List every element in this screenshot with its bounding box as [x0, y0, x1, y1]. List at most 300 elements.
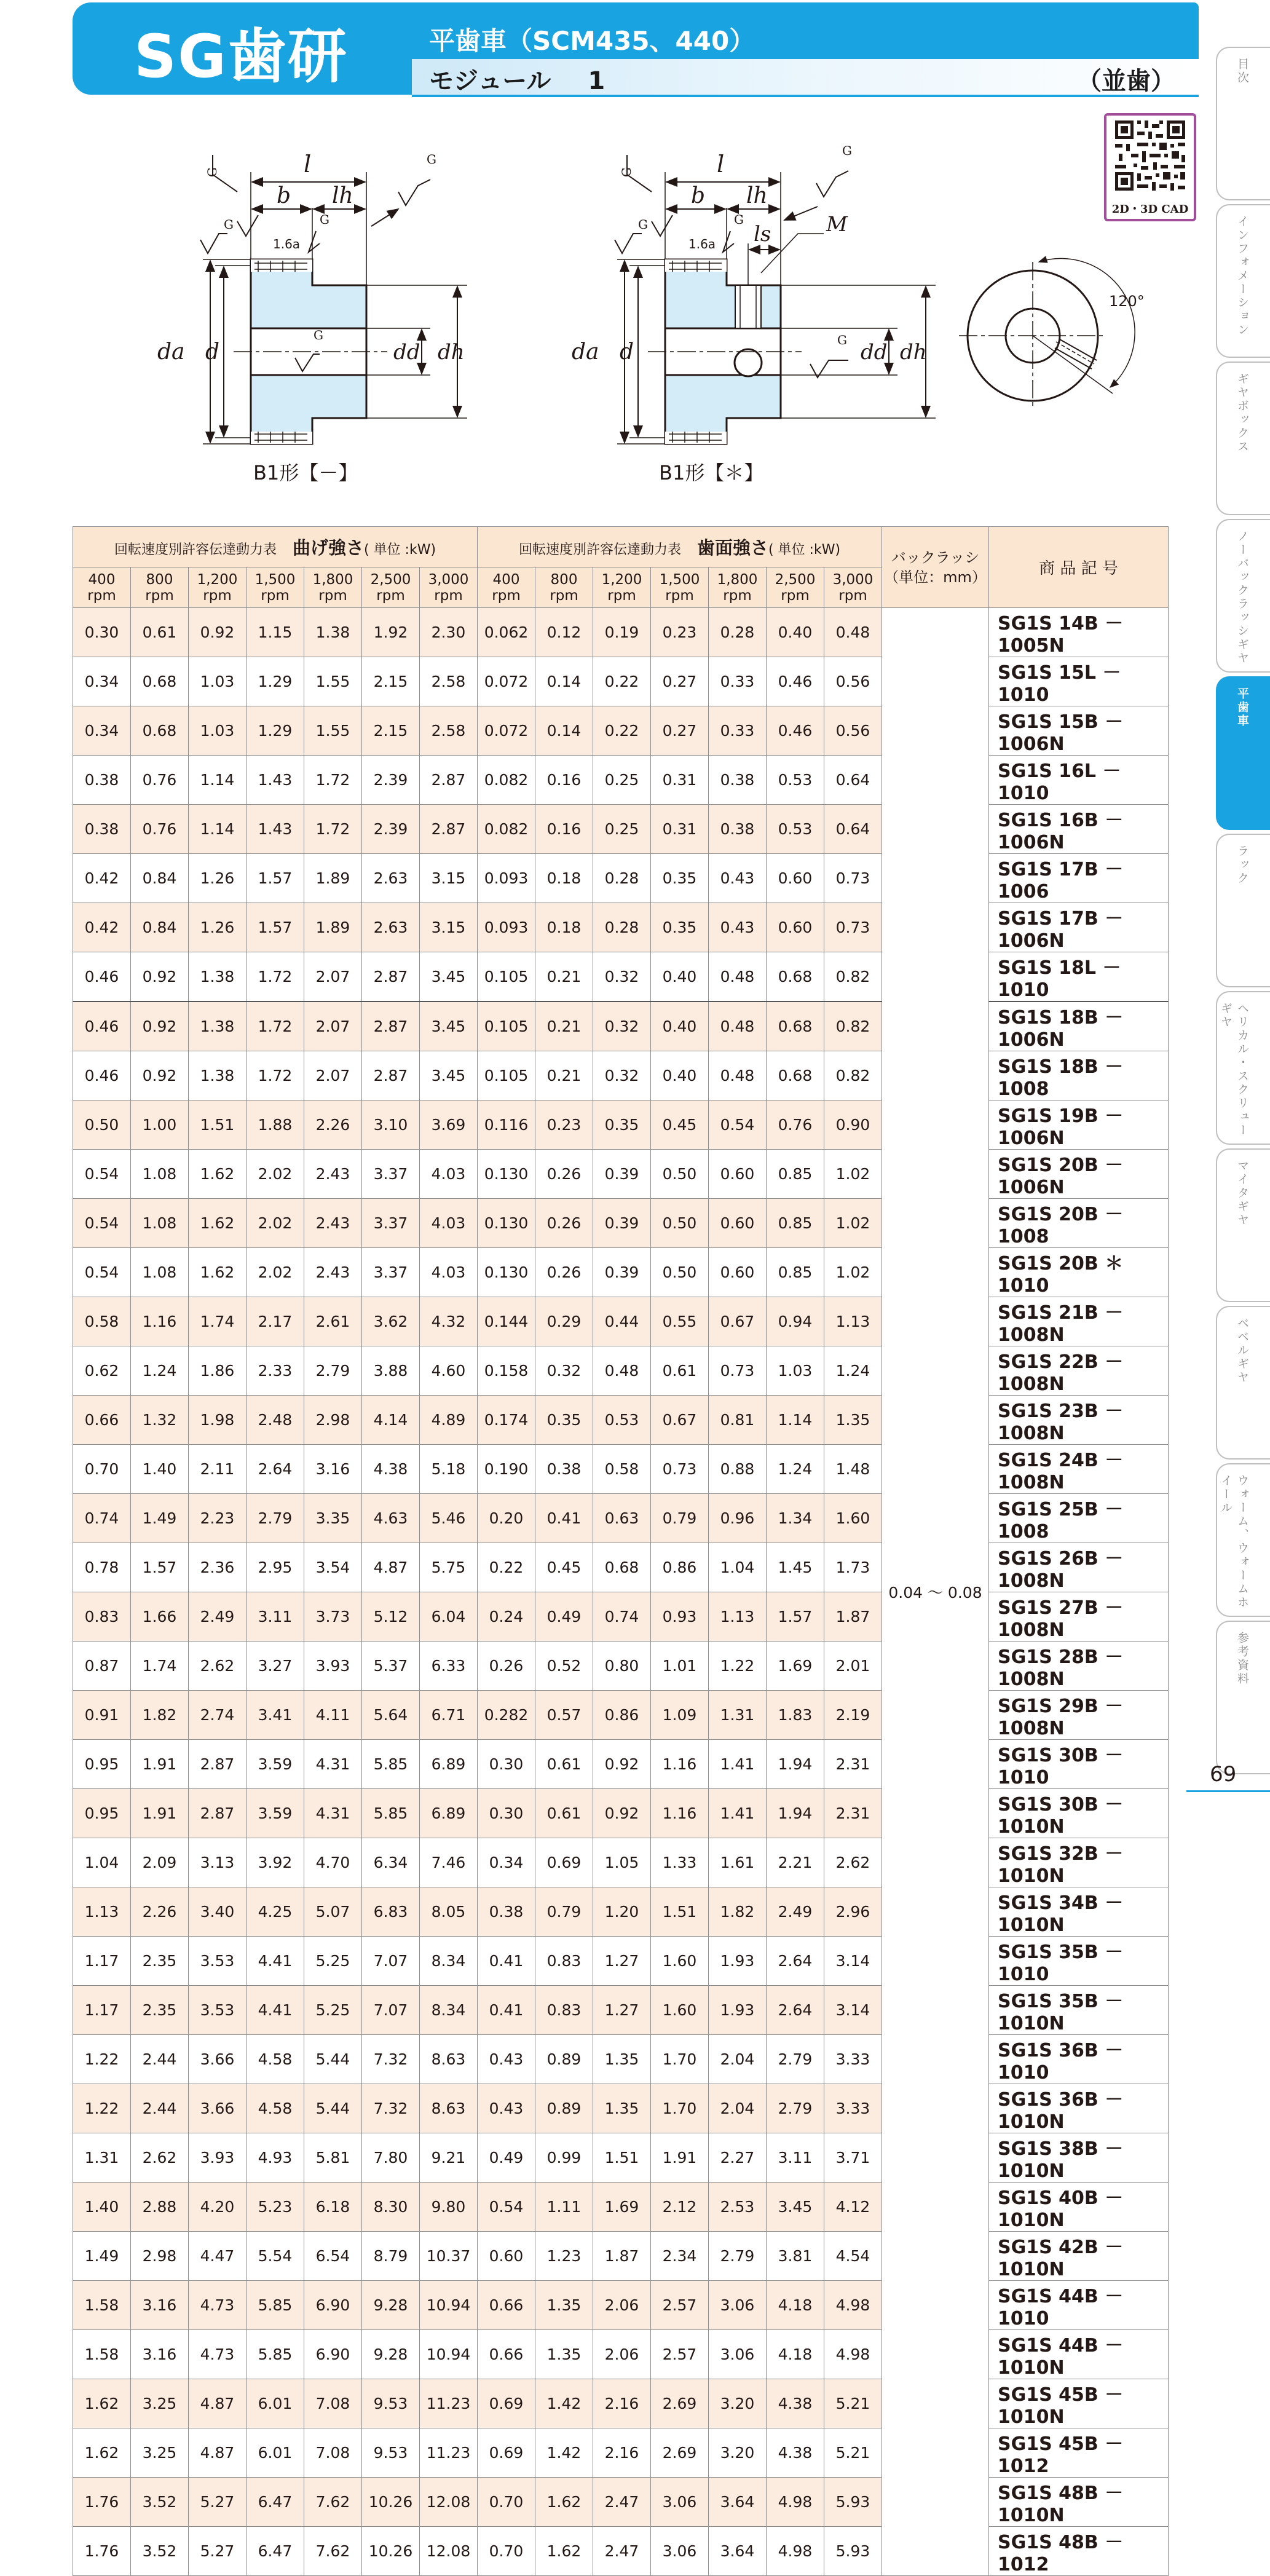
surface-value-cell: 0.54 [478, 2183, 535, 2232]
product-code-cell[interactable]: SG1S 16B － 1006N [989, 805, 1169, 854]
bending-value-cell: 4.14 [362, 1396, 420, 1445]
surface-value-cell: 0.12 [535, 608, 593, 657]
bending-value-cell: 12.08 [420, 2478, 478, 2527]
bending-value-cell: 1.26 [189, 903, 247, 952]
surface-value-cell: 4.98 [767, 2527, 824, 2576]
surface-value-cell: 0.56 [824, 706, 882, 756]
product-code-cell[interactable]: SG1S 15L － 1010 [989, 657, 1169, 706]
surface-value-cell: 0.32 [535, 1346, 593, 1396]
table-row [73, 2478, 1169, 2527]
surface-value-cell: 1.42 [535, 2428, 593, 2478]
product-code-cell[interactable]: SG1S 35B － 1010N [989, 1986, 1169, 2035]
rpm-header-cell: 2,500 rpm [767, 567, 824, 608]
surface-value-cell: 3.64 [709, 2478, 767, 2527]
product-code-cell[interactable]: SG1S 17B － 1006N [989, 903, 1169, 952]
bending-value-cell: 1.62 [189, 1248, 247, 1297]
surface-value-cell: 1.02 [824, 1199, 882, 1248]
surface-value-cell: 1.70 [651, 2084, 709, 2133]
surface-value-cell: 3.81 [767, 2232, 824, 2281]
bending-value-cell: 3.35 [304, 1494, 362, 1543]
surface-value-cell: 0.64 [824, 756, 882, 805]
table-row [73, 1445, 1169, 1494]
svg-text:1.6a: 1.6a [688, 237, 716, 251]
surface-value-cell: 0.83 [535, 1986, 593, 2035]
tab-spur-gear[interactable]: 平歯車 [1216, 676, 1270, 830]
surface-value-cell: 0.60 [709, 1150, 767, 1199]
surface-value-cell: 1.22 [709, 1642, 767, 1691]
table-row [73, 1986, 1169, 2035]
bending-value-cell: 5.07 [304, 1887, 362, 1937]
product-code-cell[interactable]: SG1S 16L － 1010 [989, 756, 1169, 805]
bending-value-cell: 1.88 [247, 1100, 304, 1150]
bending-value-cell: 2.62 [189, 1642, 247, 1691]
surface-value-cell: 0.48 [824, 608, 882, 657]
surface-value-cell: 1.83 [767, 1691, 824, 1740]
surface-value-cell: 0.85 [767, 1199, 824, 1248]
tab-gearbox[interactable]: ギヤボックス [1216, 362, 1270, 515]
surface-value-cell: 0.30 [478, 1789, 535, 1838]
bending-value-cell: 1.17 [73, 1986, 131, 2035]
surface-value-cell: 0.76 [767, 1100, 824, 1150]
caption-b1-minus: B1形【－】 [253, 461, 358, 484]
surface-value-cell: 0.92 [593, 1789, 651, 1838]
product-code-cell[interactable]: SG1S 36B － 1010N [989, 2084, 1169, 2133]
surface-value-cell: 0.16 [535, 756, 593, 805]
surface-value-cell: 3.11 [767, 2133, 824, 2183]
surface-value-cell: 0.80 [593, 1642, 651, 1691]
product-code-cell[interactable]: SG1S 20B ＊ 1010 [989, 1248, 1169, 1297]
product-code-cell[interactable]: SG1S 22B － 1008N [989, 1346, 1169, 1396]
table-row [73, 1838, 1169, 1887]
table-row [73, 1937, 1169, 1986]
surface-value-cell: 0.28 [593, 903, 651, 952]
product-code-cell[interactable]: SG1S 21B － 1008N [989, 1297, 1169, 1346]
bending-value-cell: 1.91 [131, 1740, 189, 1789]
surface-value-cell: 0.33 [709, 657, 767, 706]
rpm-header-cell: 1,800 rpm [304, 567, 362, 608]
product-code-cell[interactable]: SG1S 24B － 1008N [989, 1445, 1169, 1494]
page-title: SG歯研 [134, 22, 348, 91]
table-row [73, 1592, 1169, 1642]
surface-value-cell: 0.48 [709, 952, 767, 1002]
bending-value-cell: 5.85 [247, 2330, 304, 2379]
surface-value-cell: 3.06 [651, 2478, 709, 2527]
bending-value-cell: 3.16 [304, 1445, 362, 1494]
surface-value-cell: 0.70 [478, 2527, 535, 2576]
table-row [73, 805, 1169, 854]
module-line [429, 61, 605, 97]
bending-value-cell: 2.88 [131, 2183, 189, 2232]
bending-value-cell: 3.54 [304, 1543, 362, 1592]
svg-text:G: G [837, 333, 847, 347]
bending-value-cell: 9.80 [420, 2183, 478, 2232]
product-code-cell[interactable]: SG1S 48B － 1012 [989, 2527, 1169, 2576]
surface-value-cell: 4.98 [767, 2478, 824, 2527]
drawing-side-view [959, 258, 1145, 409]
surface-value-cell: 0.43 [478, 2084, 535, 2133]
bending-value-cell: 7.07 [362, 1937, 420, 1986]
bending-value-cell: 1.43 [247, 805, 304, 854]
bending-value-cell: 3.13 [189, 1838, 247, 1887]
dim-dd-right: dd [861, 340, 888, 365]
surface-value-cell: 3.14 [824, 1937, 882, 1986]
surface-value-cell: 2.04 [709, 2035, 767, 2084]
surface-value-cell: 0.31 [651, 805, 709, 854]
bending-value-cell: 1.22 [73, 2084, 131, 2133]
bending-value-cell: 4.87 [362, 1543, 420, 1592]
rpm-header-cell: 3,000 rpm [420, 567, 478, 608]
surface-value-cell: 0.082 [478, 756, 535, 805]
product-code-cell[interactable]: SG1S 32B － 1010N [989, 1838, 1169, 1887]
product-code-cell[interactable]: SG1S 45B － 1012 [989, 2428, 1169, 2478]
bending-value-cell: 2.26 [131, 1887, 189, 1937]
bending-value-cell: 1.14 [189, 805, 247, 854]
product-code-cell[interactable]: SG1S 44B － 1010 [989, 2281, 1169, 2330]
product-code-cell[interactable]: SG1S 48B － 1010N [989, 2478, 1169, 2527]
product-code-cell[interactable]: SG1S 44B － 1010N [989, 2330, 1169, 2379]
product-code-cell[interactable]: SG1S 30B － 1010 [989, 1740, 1169, 1789]
table-row [73, 1494, 1169, 1543]
bending-value-cell: 3.15 [420, 903, 478, 952]
bending-value-cell: 0.61 [131, 608, 189, 657]
product-code-cell[interactable]: SG1S 35B － 1010 [989, 1937, 1169, 1986]
bending-value-cell: 3.73 [304, 1592, 362, 1642]
bending-value-cell: 1.03 [189, 657, 247, 706]
bending-value-cell: 3.40 [189, 1887, 247, 1937]
bending-value-cell: 0.50 [73, 1100, 131, 1150]
bending-value-cell: 0.46 [73, 1002, 131, 1051]
bending-value-cell: 7.32 [362, 2084, 420, 2133]
bending-value-cell: 2.07 [304, 1002, 362, 1051]
surface-value-cell: 0.60 [767, 903, 824, 952]
bending-value-cell: 2.95 [247, 1543, 304, 1592]
bending-value-cell: 2.79 [304, 1346, 362, 1396]
tab-no-backlash-gear[interactable]: ノーバックラッシギヤ [1216, 519, 1270, 673]
surface-value-cell: 0.68 [593, 1543, 651, 1592]
bending-value-cell: 0.70 [73, 1445, 131, 1494]
bending-value-cell: 1.76 [73, 2478, 131, 2527]
surface-value-cell: 2.53 [709, 2183, 767, 2232]
bending-value-cell: 3.16 [131, 2281, 189, 2330]
bending-value-cell: 3.53 [189, 1937, 247, 1986]
surface-value-cell: 1.60 [651, 1937, 709, 1986]
surface-value-cell: 1.45 [767, 1543, 824, 1592]
bending-value-cell: 0.34 [73, 706, 131, 756]
product-subtitle: 平歯車（SCM435、440） [429, 26, 755, 56]
bending-value-cell: 0.95 [73, 1789, 131, 1838]
surface-value-cell: 2.21 [767, 1838, 824, 1887]
surface-value-cell: 0.32 [593, 1051, 651, 1100]
surface-value-cell: 0.73 [709, 1346, 767, 1396]
surface-value-cell: 1.35 [593, 2084, 651, 2133]
surface-value-cell: 0.92 [593, 1740, 651, 1789]
surface-value-cell: 0.73 [651, 1445, 709, 1494]
surface-value-cell: 0.105 [478, 1002, 535, 1051]
bending-value-cell: 3.37 [362, 1199, 420, 1248]
surface-value-cell: 1.62 [535, 2478, 593, 2527]
surface-value-cell: 0.082 [478, 805, 535, 854]
bending-value-cell: 1.92 [362, 608, 420, 657]
bending-value-cell: 0.42 [73, 903, 131, 952]
bending-value-cell: 3.66 [189, 2035, 247, 2084]
bending-value-cell: 2.63 [362, 903, 420, 952]
surface-value-cell: 0.24 [478, 1592, 535, 1642]
bending-value-cell: 3.25 [131, 2379, 189, 2428]
bending-value-cell: 5.25 [304, 1986, 362, 2035]
product-code-cell[interactable]: SG1S 20B － 1006N [989, 1150, 1169, 1199]
table-row [73, 1100, 1169, 1150]
bending-value-cell: 2.43 [304, 1150, 362, 1199]
bending-value-cell: 0.46 [73, 1051, 131, 1100]
bending-value-cell: 0.46 [73, 952, 131, 1002]
surface-value-cell: 0.50 [651, 1248, 709, 1297]
surface-value-cell: 1.94 [767, 1789, 824, 1838]
surface-value-cell: 1.87 [593, 2232, 651, 2281]
surface-value-cell: 0.88 [709, 1445, 767, 1494]
surface-value-cell: 0.64 [824, 805, 882, 854]
surface-value-cell: 5.93 [824, 2527, 882, 2576]
bending-value-cell: 2.02 [247, 1199, 304, 1248]
table-row [73, 1002, 1169, 1051]
surface-value-cell: 2.64 [767, 1986, 824, 2035]
product-code-cell[interactable]: SG1S 15B － 1006N [989, 706, 1169, 756]
bending-value-cell: 2.35 [131, 1986, 189, 2035]
bending-value-cell: 2.63 [362, 854, 420, 903]
surface-value-cell: 0.22 [593, 706, 651, 756]
bending-value-cell: 5.23 [247, 2183, 304, 2232]
table-row [73, 1346, 1169, 1396]
product-code-cell[interactable]: SG1S 14B － 1005N [989, 608, 1169, 657]
svg-text:G: G [638, 217, 648, 232]
bending-value-cell: 6.90 [304, 2281, 362, 2330]
surface-value-cell: 0.41 [535, 1494, 593, 1543]
bending-value-cell: 6.18 [304, 2183, 362, 2232]
backlash-header: バックラッシ （単位：mm） [882, 527, 989, 608]
surface-value-cell: 0.73 [824, 854, 882, 903]
product-code-cell[interactable]: SG1S 17B － 1006 [989, 854, 1169, 903]
bending-value-cell: 7.46 [420, 1838, 478, 1887]
svg-text:G: G [842, 143, 852, 158]
product-code-cell[interactable]: SG1S 34B － 1010N [989, 1887, 1169, 1937]
bending-value-cell: 8.63 [420, 2035, 478, 2084]
bending-value-cell: 12.08 [420, 2527, 478, 2576]
surface-value-cell: 0.44 [593, 1297, 651, 1346]
surface-value-cell: 2.34 [651, 2232, 709, 2281]
surface-value-cell: 1.51 [651, 1887, 709, 1937]
surface-value-cell: 0.69 [478, 2379, 535, 2428]
surface-value-cell: 2.16 [593, 2428, 651, 2478]
bending-value-cell: 2.35 [131, 1937, 189, 1986]
product-code-cell[interactable]: SG1S 18B － 1006N [989, 1002, 1169, 1051]
dim-lh-right: lh [746, 183, 768, 208]
surface-value-cell: 0.41 [478, 1986, 535, 2035]
bending-value-cell: 6.01 [247, 2379, 304, 2428]
bending-value-cell: 4.63 [362, 1494, 420, 1543]
table-body [73, 608, 1169, 2576]
surface-value-cell: 1.60 [651, 1986, 709, 2035]
surface-value-cell: 0.174 [478, 1396, 535, 1445]
dim-b-left: b [277, 183, 291, 208]
surface-value-cell: 1.69 [593, 2183, 651, 2232]
surface-value-cell: 0.94 [767, 1297, 824, 1346]
bending-value-cell: 1.29 [247, 657, 304, 706]
product-code-cell[interactable]: SG1S 18B － 1008 [989, 1051, 1169, 1100]
bending-value-cell: 6.89 [420, 1789, 478, 1838]
surface-value-cell: 0.31 [651, 756, 709, 805]
surface-value-cell: 0.66 [478, 2330, 535, 2379]
bending-value-cell: 2.87 [420, 756, 478, 805]
bending-value-cell: 0.91 [73, 1691, 131, 1740]
product-code-cell[interactable]: SG1S 27B － 1008N [989, 1592, 1169, 1642]
surface-value-cell: 0.69 [478, 2428, 535, 2478]
surface-value-cell: 0.45 [535, 1543, 593, 1592]
surface-value-cell: 0.48 [709, 1002, 767, 1051]
bending-value-cell: 1.72 [247, 1051, 304, 1100]
surface-value-cell: 0.49 [535, 1592, 593, 1642]
bending-value-cell: 1.89 [304, 854, 362, 903]
product-code-cell[interactable]: SG1S 20B － 1008 [989, 1199, 1169, 1248]
surface-value-cell: 0.21 [535, 1051, 593, 1100]
table-row [73, 756, 1169, 805]
drawing-b1-minus [157, 151, 467, 444]
product-code-cell[interactable]: SG1S 28B － 1008N [989, 1642, 1169, 1691]
surface-value-cell: 0.116 [478, 1100, 535, 1150]
bending-value-cell: 6.83 [362, 1887, 420, 1937]
bending-value-cell: 9.53 [362, 2379, 420, 2428]
bending-value-cell: 1.13 [73, 1887, 131, 1937]
bending-value-cell: 1.72 [247, 1002, 304, 1051]
surface-value-cell: 2.49 [767, 1887, 824, 1937]
product-code-cell[interactable]: SG1S 42B － 1010N [989, 2232, 1169, 2281]
surface-value-cell: 0.282 [478, 1691, 535, 1740]
surface-value-cell: 0.093 [478, 854, 535, 903]
surface-value-cell: 1.94 [767, 1740, 824, 1789]
bending-value-cell: 1.57 [131, 1543, 189, 1592]
product-code-cell[interactable]: SG1S 40B － 1010N [989, 2183, 1169, 2232]
bending-value-cell: 3.15 [420, 854, 478, 903]
product-code-cell[interactable]: SG1S 18L － 1010 [989, 952, 1169, 1002]
surface-value-cell: 0.45 [651, 1100, 709, 1150]
bending-value-cell: 2.07 [304, 1051, 362, 1100]
product-code-cell[interactable]: SG1S 23B － 1008N [989, 1396, 1169, 1445]
table-row [73, 608, 1169, 657]
bending-value-cell: 3.59 [247, 1740, 304, 1789]
rpm-header-cell: 400 rpm [478, 567, 535, 608]
bending-value-cell: 2.74 [189, 1691, 247, 1740]
surface-value-cell: 0.58 [593, 1445, 651, 1494]
bending-value-cell: 5.85 [247, 2281, 304, 2330]
bending-value-cell: 2.43 [304, 1199, 362, 1248]
surface-value-cell: 0.60 [478, 2232, 535, 2281]
bending-value-cell: 1.49 [73, 2232, 131, 2281]
bending-value-cell: 0.66 [73, 1396, 131, 1445]
surface-value-cell: 0.32 [593, 1002, 651, 1051]
tab-contents[interactable]: 目次 [1216, 47, 1270, 200]
surface-value-cell: 2.16 [593, 2379, 651, 2428]
surface-value-cell: 0.68 [767, 952, 824, 1002]
surface-value-cell: 0.18 [535, 854, 593, 903]
bending-value-cell: 2.44 [131, 2035, 189, 2084]
surface-value-cell: 0.74 [593, 1592, 651, 1642]
tab-bevel-gear[interactable]: ベベルギヤ [1216, 1306, 1270, 1460]
bending-value-cell: 0.42 [73, 854, 131, 903]
table-row [73, 706, 1169, 756]
bending-value-cell: 4.58 [247, 2035, 304, 2084]
product-code-cell[interactable]: SG1S 29B － 1008N [989, 1691, 1169, 1740]
bending-value-cell: 1.72 [247, 952, 304, 1002]
surface-value-cell: 1.41 [709, 1789, 767, 1838]
bending-value-cell: 0.54 [73, 1150, 131, 1199]
product-code-cell[interactable]: SG1S 19B － 1006N [989, 1100, 1169, 1150]
table-row [73, 2084, 1169, 2133]
bending-value-cell: 3.25 [131, 2428, 189, 2478]
surface-value-cell: 3.71 [824, 2133, 882, 2183]
table-row [73, 2527, 1169, 2576]
surface-value-cell: 0.82 [824, 1002, 882, 1051]
bending-value-cell: 7.08 [304, 2428, 362, 2478]
surface-value-cell: 2.06 [593, 2281, 651, 2330]
product-code-cell[interactable]: SG1S 38B － 1010N [989, 2133, 1169, 2183]
product-code-cell[interactable]: SG1S 25B － 1008 [989, 1494, 1169, 1543]
bending-value-cell: 2.23 [189, 1494, 247, 1543]
table-row [73, 854, 1169, 903]
bending-value-cell: 3.37 [362, 1150, 420, 1199]
surface-value-cell: 1.27 [593, 1937, 651, 1986]
product-code-cell[interactable]: SG1S 26B － 1008N [989, 1543, 1169, 1592]
surface-value-cell: 4.54 [824, 2232, 882, 2281]
bending-value-cell: 5.18 [420, 1445, 478, 1494]
bending-value-cell: 1.24 [131, 1346, 189, 1396]
surface-value-cell: 0.89 [535, 2035, 593, 2084]
bending-value-cell: 2.87 [362, 1002, 420, 1051]
surface-value-cell: 0.30 [478, 1740, 535, 1789]
tab-information[interactable]: インフォメーション [1216, 204, 1270, 358]
bending-value-cell: 0.74 [73, 1494, 131, 1543]
surface-value-cell: 4.12 [824, 2183, 882, 2232]
tab-miter-gear[interactable]: マイタギヤ [1216, 1148, 1270, 1302]
product-code-cell[interactable]: SG1S 45B － 1010N [989, 2379, 1169, 2428]
surface-value-cell: 0.27 [651, 706, 709, 756]
surface-value-cell: 2.31 [824, 1789, 882, 1838]
tab-reference[interactable]: 参考資料 [1216, 1621, 1270, 1774]
bending-value-cell: 8.63 [420, 2084, 478, 2133]
bending-value-cell: 1.40 [73, 2183, 131, 2232]
svg-text:G: G [314, 328, 323, 342]
bending-value-cell: 1.43 [247, 756, 304, 805]
rpm-header-cell: 1,200 rpm [593, 567, 651, 608]
tab-helical-screw-gear[interactable]: ヘリカル・スクリューギヤ [1216, 991, 1270, 1145]
bending-value-cell: 1.72 [304, 756, 362, 805]
bending-value-cell: 4.31 [304, 1740, 362, 1789]
surface-value-cell: 0.34 [478, 1838, 535, 1887]
bending-value-cell: 2.15 [362, 706, 420, 756]
product-code-cell[interactable]: SG1S 30B － 1010N [989, 1789, 1169, 1838]
dim-da-right: da [572, 339, 599, 365]
bending-value-cell: 0.76 [131, 756, 189, 805]
bending-value-cell: 0.62 [73, 1346, 131, 1396]
tab-worm-wormwheel[interactable]: ウォーム、ウォームホイール [1216, 1463, 1270, 1617]
surface-value-cell: 0.82 [824, 1051, 882, 1100]
bending-value-cell: 1.14 [189, 756, 247, 805]
bending-value-cell: 0.68 [131, 657, 189, 706]
module-value: 1 [588, 67, 605, 95]
table-row [73, 1887, 1169, 1937]
product-code-cell[interactable]: SG1S 36B － 1010 [989, 2035, 1169, 2084]
surface-value-cell: 1.61 [709, 1838, 767, 1887]
bending-value-cell: 7.62 [304, 2527, 362, 2576]
surface-value-cell: 0.85 [767, 1150, 824, 1199]
tab-rack[interactable]: ラック [1216, 834, 1270, 987]
